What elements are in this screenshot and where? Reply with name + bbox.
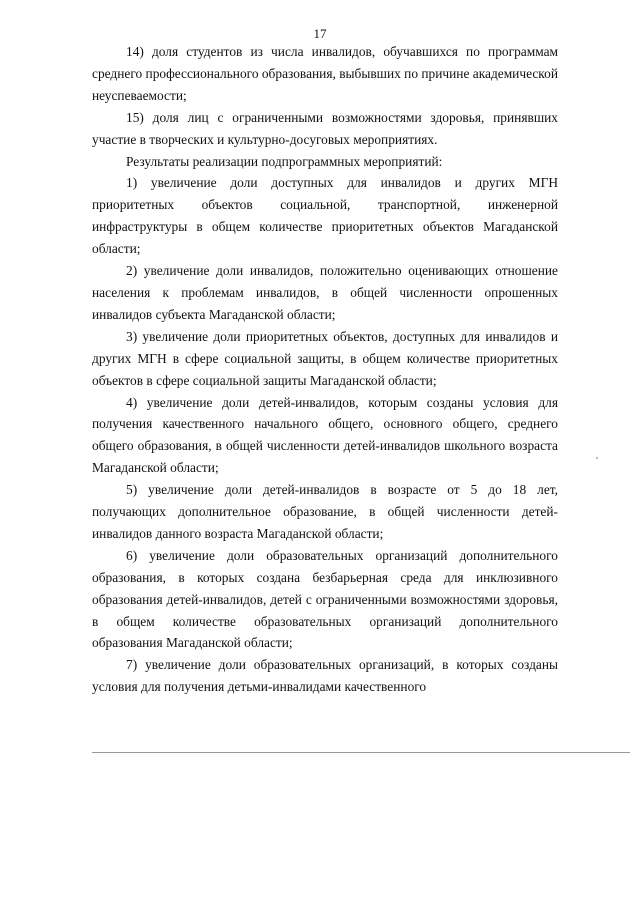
document-body bbox=[92, 41, 558, 698]
page-number: 17 bbox=[313, 26, 327, 41]
scan-speck bbox=[596, 457, 598, 459]
result-item-4: 4) увеличение доли детей-инвалидов, которым созданы условия для получения качественного начального общего, основного общего, среднего общего образования, в общей численности детей-инвалидов школьного возраста Магаданской области; bbox=[92, 394, 558, 476]
result-item-6: 6) увеличение доли образовательных организаций дополнительного образования, в которых создана безбарьерная среда для инклюзивного образования детей-инвалидов, детей с ограниченными возможностями здоровья, в общем количестве образовательных организаций дополнительного образования Магаданской области; bbox=[92, 547, 558, 651]
page-divider bbox=[92, 752, 630, 753]
result-item-3: 3) увеличение доли приоритетных объектов, доступных для инвалидов и других МГН в сфере социальной защиты, в общем количестве приоритетных объектов в сфере социальной защиты Магаданской области; bbox=[92, 328, 558, 388]
paragraph-item-14: 14) доля студентов из числа инвалидов, обучавшихся по программам среднего профессионального образования, выбывших по причине академической неуспеваемости; bbox=[92, 44, 558, 103]
paragraph-item-15: 15) доля лиц с ограниченными возможностями здоровья, принявших участие в творческих и культурно-досуговых мероприятиях. bbox=[92, 109, 558, 147]
result-item-2: 2) увеличение доли инвалидов, положительно оценивающих отношение населения к проблемам инвалидов, в общей численности опрошенных инвалидов субъекта Магаданской области; bbox=[92, 263, 558, 322]
result-item-5: 5) увеличение доли детей-инвалидов в возрасте от 5 до 18 лет, получающих дополнительное образование, в общей численности детей-инвалидов данного возраста Магаданской области; bbox=[92, 482, 558, 541]
result-item-1: 1) увеличение доли доступных для инвалидов и других МГН приоритетных объектов социальной, транспортной, инженерной инфраструктуры в общем количестве приоритетных объектов Магаданской области; bbox=[92, 175, 558, 257]
results-heading: Результаты реализации подпрограммных мероприятий: bbox=[126, 153, 443, 169]
result-item-7: 7) увеличение доли образовательных организаций, в которых созданы условия для получения детьми-инвалидами качественного bbox=[92, 657, 558, 695]
